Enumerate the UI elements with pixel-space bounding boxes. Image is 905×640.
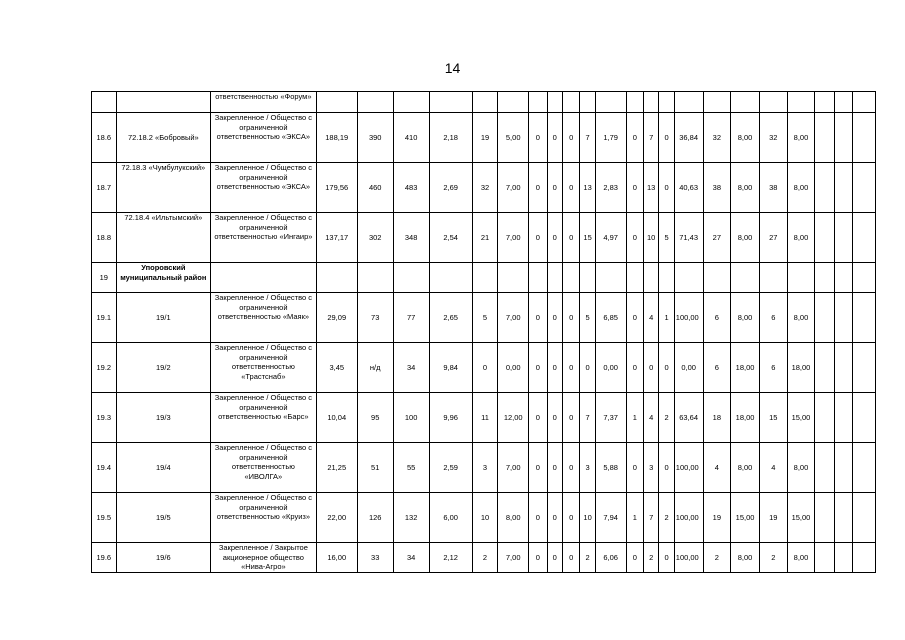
- data-cell: 100,00: [674, 443, 703, 493]
- data-cell: 132: [393, 493, 429, 543]
- data-cell: 8,00: [731, 293, 760, 343]
- area-name-cell: 19/3: [116, 393, 210, 443]
- data-cell: 0: [529, 493, 547, 543]
- data-cell: 7,00: [498, 293, 529, 343]
- row-index-cell: 19.1: [92, 293, 117, 343]
- data-cell: 100,00: [674, 293, 703, 343]
- data-cell: [626, 263, 643, 293]
- data-cell: 32: [472, 163, 498, 213]
- data-cell: 38: [703, 163, 731, 213]
- row-index-cell: 19.6: [92, 543, 117, 573]
- table-row: [92, 443, 876, 493]
- data-cell: 33: [357, 543, 393, 573]
- data-cell: 19: [759, 493, 787, 543]
- data-cell: 16,00: [316, 543, 357, 573]
- data-cell: 8,00: [787, 443, 815, 493]
- data-cell: 6: [759, 343, 787, 393]
- data-cell: 0: [626, 293, 643, 343]
- data-cell: [357, 263, 393, 293]
- data-cell: [674, 263, 703, 293]
- data-cell: 15: [580, 213, 595, 263]
- data-cell: 0: [529, 113, 547, 163]
- data-cell: 4: [703, 443, 731, 493]
- data-cell: 8,00: [731, 163, 760, 213]
- data-cell: 8,00: [731, 113, 760, 163]
- table-row: [92, 543, 876, 573]
- data-cell: 3: [472, 443, 498, 493]
- data-cell: 348: [393, 213, 429, 263]
- data-cell: 15,00: [731, 493, 760, 543]
- data-cell: [853, 113, 876, 163]
- owner-cell: Закрепленное / Общество с ограниченной ответственностью «Круиз»: [211, 493, 317, 543]
- data-cell: 0,00: [674, 343, 703, 393]
- data-cell: 6: [703, 343, 731, 393]
- data-cell: 2,69: [429, 163, 472, 213]
- data-cell: 6: [703, 293, 731, 343]
- data-cell: 302: [357, 213, 393, 263]
- district-header-row: [92, 263, 876, 293]
- data-cell: [393, 263, 429, 293]
- data-cell: [595, 92, 626, 113]
- district-name: Упоровский муниципальный район: [120, 263, 207, 282]
- data-cell: 13: [644, 163, 659, 213]
- data-cell: 8,00: [731, 213, 760, 263]
- data-cell: 0: [626, 113, 643, 163]
- data-cell: 7,00: [498, 443, 529, 493]
- data-cell: 21: [472, 213, 498, 263]
- data-cell: [815, 543, 834, 573]
- data-cell: 2,18: [429, 113, 472, 163]
- row-index-cell: 19.5: [92, 493, 117, 543]
- owner-cell: Закрепленное / Общество с ограниченной ответственностью «Трастснаб»: [211, 343, 317, 393]
- data-cell: 0: [659, 113, 674, 163]
- data-cell: [759, 263, 787, 293]
- table-row: [92, 293, 876, 343]
- area-name-cell: 72.18.2 «Бобровый»: [116, 113, 210, 163]
- data-cell: 32: [759, 113, 787, 163]
- data-cell: 71,43: [674, 213, 703, 263]
- data-cell: [674, 92, 703, 113]
- data-cell: [815, 263, 834, 293]
- data-cell: [853, 213, 876, 263]
- owner-cell: ответственностью «Форум»: [211, 92, 317, 113]
- data-cell: [834, 163, 852, 213]
- data-cell: 15: [759, 393, 787, 443]
- data-cell: 10: [580, 493, 595, 543]
- data-cell: 0: [562, 293, 579, 343]
- data-cell: 8,00: [731, 443, 760, 493]
- row-index-cell: 19.4: [92, 443, 117, 493]
- data-cell: [815, 92, 834, 113]
- data-cell: 0: [626, 343, 643, 393]
- district-name-cell: [116, 263, 210, 293]
- data-cell: [731, 92, 760, 113]
- data-cell: 4: [759, 443, 787, 493]
- data-cell: [659, 92, 674, 113]
- data-cell: 9,84: [429, 343, 472, 393]
- data-cell: [815, 393, 834, 443]
- area-name-cell: 19/5: [116, 493, 210, 543]
- row-index-cell: 18.6: [92, 113, 117, 163]
- data-cell: 2,54: [429, 213, 472, 263]
- data-cell: 7: [644, 113, 659, 163]
- data-cell: [731, 263, 760, 293]
- data-cell: [815, 213, 834, 263]
- data-cell: [595, 263, 626, 293]
- data-cell: 29,09: [316, 293, 357, 343]
- data-cell: 0: [659, 163, 674, 213]
- data-cell: 0: [580, 343, 595, 393]
- data-cell: 2,59: [429, 443, 472, 493]
- data-cell: [644, 263, 659, 293]
- table-body: [92, 92, 876, 573]
- data-cell: 34: [393, 543, 429, 573]
- data-cell: 6,00: [429, 493, 472, 543]
- owner-cell: Закрепленное / Общество с ограниченной ответственностью «Маяк»: [211, 293, 317, 343]
- data-cell: [472, 263, 498, 293]
- data-cell: 1,79: [595, 113, 626, 163]
- data-cell: [316, 92, 357, 113]
- table-row: [92, 113, 876, 163]
- data-cell: 4: [644, 393, 659, 443]
- data-cell: 6: [759, 293, 787, 343]
- data-cell: 390: [357, 113, 393, 163]
- data-cell: [834, 92, 852, 113]
- data-cell: 18,00: [787, 343, 815, 393]
- data-cell: 4: [644, 293, 659, 343]
- data-cell: 137,17: [316, 213, 357, 263]
- data-cell: [659, 263, 674, 293]
- data-cell: 188,19: [316, 113, 357, 163]
- data-cell: 0: [562, 393, 579, 443]
- data-cell: 2,65: [429, 293, 472, 343]
- data-cell: 1: [626, 393, 643, 443]
- data-cell: 0: [626, 213, 643, 263]
- data-cell: 2: [644, 543, 659, 573]
- data-cell: [815, 113, 834, 163]
- data-cell: 9,96: [429, 393, 472, 443]
- data-cell: 483: [393, 163, 429, 213]
- data-cell: [393, 92, 429, 113]
- data-cell: 0: [547, 443, 562, 493]
- data-cell: 0: [626, 543, 643, 573]
- data-cell: [853, 393, 876, 443]
- data-cell: 0: [547, 293, 562, 343]
- data-cell: [815, 343, 834, 393]
- data-cell: 2: [659, 393, 674, 443]
- data-cell: [815, 443, 834, 493]
- data-cell: 5: [472, 293, 498, 343]
- data-cell: 3: [580, 443, 595, 493]
- data-cell: [853, 293, 876, 343]
- data-cell: 0: [547, 543, 562, 573]
- row-index-cell: [92, 92, 117, 113]
- data-cell: 0: [562, 163, 579, 213]
- data-cell: 460: [357, 163, 393, 213]
- data-cell: 40,63: [674, 163, 703, 213]
- data-cell: 0: [562, 443, 579, 493]
- data-cell: 10,04: [316, 393, 357, 443]
- table-row: [92, 493, 876, 543]
- data-cell: [529, 263, 547, 293]
- data-cell: 7: [580, 393, 595, 443]
- data-cell: 0: [547, 493, 562, 543]
- data-cell: 0: [626, 443, 643, 493]
- data-cell: 2,83: [595, 163, 626, 213]
- data-cell: 5: [580, 293, 595, 343]
- data-cell: 10: [644, 213, 659, 263]
- data-cell: [834, 213, 852, 263]
- data-cell: 2: [580, 543, 595, 573]
- data-cell: 18: [703, 393, 731, 443]
- data-cell: 0: [659, 343, 674, 393]
- data-cell: 0,00: [498, 343, 529, 393]
- area-name-cell: [116, 92, 210, 113]
- data-cell: 2: [472, 543, 498, 573]
- data-cell: 18,00: [731, 343, 760, 393]
- data-cell: 0: [562, 113, 579, 163]
- data-cell: [211, 263, 317, 293]
- data-cell: [703, 92, 731, 113]
- data-cell: 13: [580, 163, 595, 213]
- data-cell: 0,00: [595, 343, 626, 393]
- data-cell: 7,37: [595, 393, 626, 443]
- data-cell: 8,00: [787, 293, 815, 343]
- data-cell: 2,12: [429, 543, 472, 573]
- table-row: [92, 213, 876, 263]
- data-cell: [853, 92, 876, 113]
- data-cell: 100: [393, 393, 429, 443]
- row-index-cell: 18.7: [92, 163, 117, 213]
- data-cell: [834, 443, 852, 493]
- data-cell: 38: [759, 163, 787, 213]
- data-cell: 0: [659, 443, 674, 493]
- data-cell: [787, 263, 815, 293]
- data-cell: 6,06: [595, 543, 626, 573]
- data-cell: [853, 493, 876, 543]
- data-cell: [703, 263, 731, 293]
- data-cell: 5,88: [595, 443, 626, 493]
- data-cell: 0: [562, 493, 579, 543]
- data-cell: 22,00: [316, 493, 357, 543]
- data-cell: [815, 163, 834, 213]
- data-cell: [815, 293, 834, 343]
- data-cell: 95: [357, 393, 393, 443]
- data-cell: 5: [659, 213, 674, 263]
- data-cell: [529, 92, 547, 113]
- owner-cell: Закрепленное / Общество с ограниченной ответственностью «ИВОЛГА»: [211, 443, 317, 493]
- data-cell: 21,25: [316, 443, 357, 493]
- data-cell: 0: [562, 213, 579, 263]
- data-cell: 0: [529, 213, 547, 263]
- data-cell: 7,00: [498, 213, 529, 263]
- owner-cell: Закрепленное / Общество с ограниченной ответственностью «ЭКСА»: [211, 163, 317, 213]
- data-cell: [834, 393, 852, 443]
- data-cell: 27: [703, 213, 731, 263]
- data-cell: 8,00: [787, 113, 815, 163]
- data-cell: 63,64: [674, 393, 703, 443]
- data-cell: 55: [393, 443, 429, 493]
- table-row: [92, 92, 876, 113]
- data-cell: 7: [644, 493, 659, 543]
- data-cell: 32: [703, 113, 731, 163]
- data-cell: 77: [393, 293, 429, 343]
- data-cell: 0: [547, 393, 562, 443]
- area-name-cell: 19/6: [116, 543, 210, 573]
- page-number: 14: [444, 60, 461, 76]
- data-cell: 12,00: [498, 393, 529, 443]
- area-name-cell: 19/1: [116, 293, 210, 343]
- table-row: [92, 163, 876, 213]
- data-cell: [580, 263, 595, 293]
- data-cell: [853, 343, 876, 393]
- area-name-cell: 72.18.4 «Ильтымский»: [116, 213, 210, 263]
- data-cell: 5,00: [498, 113, 529, 163]
- data-cell: 100,00: [674, 543, 703, 573]
- owner-cell: Закрепленное / Закрытое акционерное общество «Нива-Агро»: [211, 543, 317, 573]
- data-cell: 7,00: [498, 163, 529, 213]
- data-cell: 10: [472, 493, 498, 543]
- data-cell: 0: [529, 443, 547, 493]
- data-cell: 36,84: [674, 113, 703, 163]
- row-index-cell: 18.8: [92, 213, 117, 263]
- data-cell: 0: [547, 213, 562, 263]
- data-cell: 15,00: [787, 493, 815, 543]
- data-cell: 27: [759, 213, 787, 263]
- data-cell: 0: [529, 293, 547, 343]
- data-cell: 1: [626, 493, 643, 543]
- data-cell: 0: [547, 343, 562, 393]
- data-cell: 0: [529, 543, 547, 573]
- data-cell: 8,00: [787, 543, 815, 573]
- data-cell: 2: [703, 543, 731, 573]
- data-cell: [498, 92, 529, 113]
- data-cell: [547, 263, 562, 293]
- owner-cell: Закрепленное / Общество с ограниченной ответственностью «Барс»: [211, 393, 317, 443]
- data-cell: [429, 263, 472, 293]
- table-row: [92, 393, 876, 443]
- data-cell: 0: [626, 163, 643, 213]
- data-cell: 0: [472, 343, 498, 393]
- owner-cell: Закрепленное / Общество с ограниченной ответственностью «Ингаир»: [211, 213, 317, 263]
- data-cell: 7,94: [595, 493, 626, 543]
- hunting-grounds-table: [91, 91, 876, 573]
- data-cell: [644, 92, 659, 113]
- data-cell: [815, 493, 834, 543]
- data-cell: 0: [547, 163, 562, 213]
- data-cell: [759, 92, 787, 113]
- area-name-cell: 72.18.3 «Чумбулукский»: [116, 163, 210, 213]
- data-cell: 2: [659, 493, 674, 543]
- data-cell: [562, 92, 579, 113]
- data-cell: 8,00: [787, 213, 815, 263]
- data-cell: [853, 163, 876, 213]
- data-cell: [787, 92, 815, 113]
- data-cell: [834, 543, 852, 573]
- data-cell: 8,00: [787, 163, 815, 213]
- data-cell: 8,00: [498, 493, 529, 543]
- data-cell: 19: [703, 493, 731, 543]
- data-cell: 7,00: [498, 543, 529, 573]
- data-cell: 1: [659, 293, 674, 343]
- data-cell: 0: [529, 343, 547, 393]
- data-cell: 18,00: [731, 393, 760, 443]
- data-cell: [429, 92, 472, 113]
- row-index-cell: 19.3: [92, 393, 117, 443]
- owner-cell: Закрепленное / Общество с ограниченной ответственностью «ЭКСА»: [211, 113, 317, 163]
- data-cell: 19: [472, 113, 498, 163]
- data-cell: 0: [562, 543, 579, 573]
- data-cell: 73: [357, 293, 393, 343]
- data-cell: [853, 543, 876, 573]
- area-name-cell: 19/2: [116, 343, 210, 393]
- row-index-cell: 19: [92, 263, 117, 293]
- data-cell: 410: [393, 113, 429, 163]
- data-cell: [834, 113, 852, 163]
- data-cell: 2: [759, 543, 787, 573]
- table-row: [92, 343, 876, 393]
- area-name-cell: 19/4: [116, 443, 210, 493]
- data-cell: 0: [529, 163, 547, 213]
- data-cell: [547, 92, 562, 113]
- data-cell: 3,45: [316, 343, 357, 393]
- data-cell: [580, 92, 595, 113]
- data-cell: 3: [644, 443, 659, 493]
- data-cell: н/д: [357, 343, 393, 393]
- data-cell: [853, 263, 876, 293]
- data-cell: [472, 92, 498, 113]
- data-cell: 6,85: [595, 293, 626, 343]
- data-cell: 0: [529, 393, 547, 443]
- data-cell: [853, 443, 876, 493]
- data-cell: 0: [659, 543, 674, 573]
- data-cell: 4,97: [595, 213, 626, 263]
- data-cell: [834, 293, 852, 343]
- data-cell: [498, 263, 529, 293]
- data-cell: [834, 343, 852, 393]
- data-cell: 100,00: [674, 493, 703, 543]
- data-cell: 34: [393, 343, 429, 393]
- data-cell: 15,00: [787, 393, 815, 443]
- data-cell: 51: [357, 443, 393, 493]
- data-cell: 7: [580, 113, 595, 163]
- data-cell: 0: [644, 343, 659, 393]
- row-index-cell: 19.2: [92, 343, 117, 393]
- data-cell: [562, 263, 579, 293]
- data-cell: [626, 92, 643, 113]
- data-cell: 179,56: [316, 163, 357, 213]
- data-cell: 0: [547, 113, 562, 163]
- data-cell: [357, 92, 393, 113]
- data-cell: [834, 263, 852, 293]
- data-cell: 126: [357, 493, 393, 543]
- data-cell: 0: [562, 343, 579, 393]
- data-cell: 8,00: [731, 543, 760, 573]
- data-cell: [316, 263, 357, 293]
- data-cell: [834, 493, 852, 543]
- data-cell: 11: [472, 393, 498, 443]
